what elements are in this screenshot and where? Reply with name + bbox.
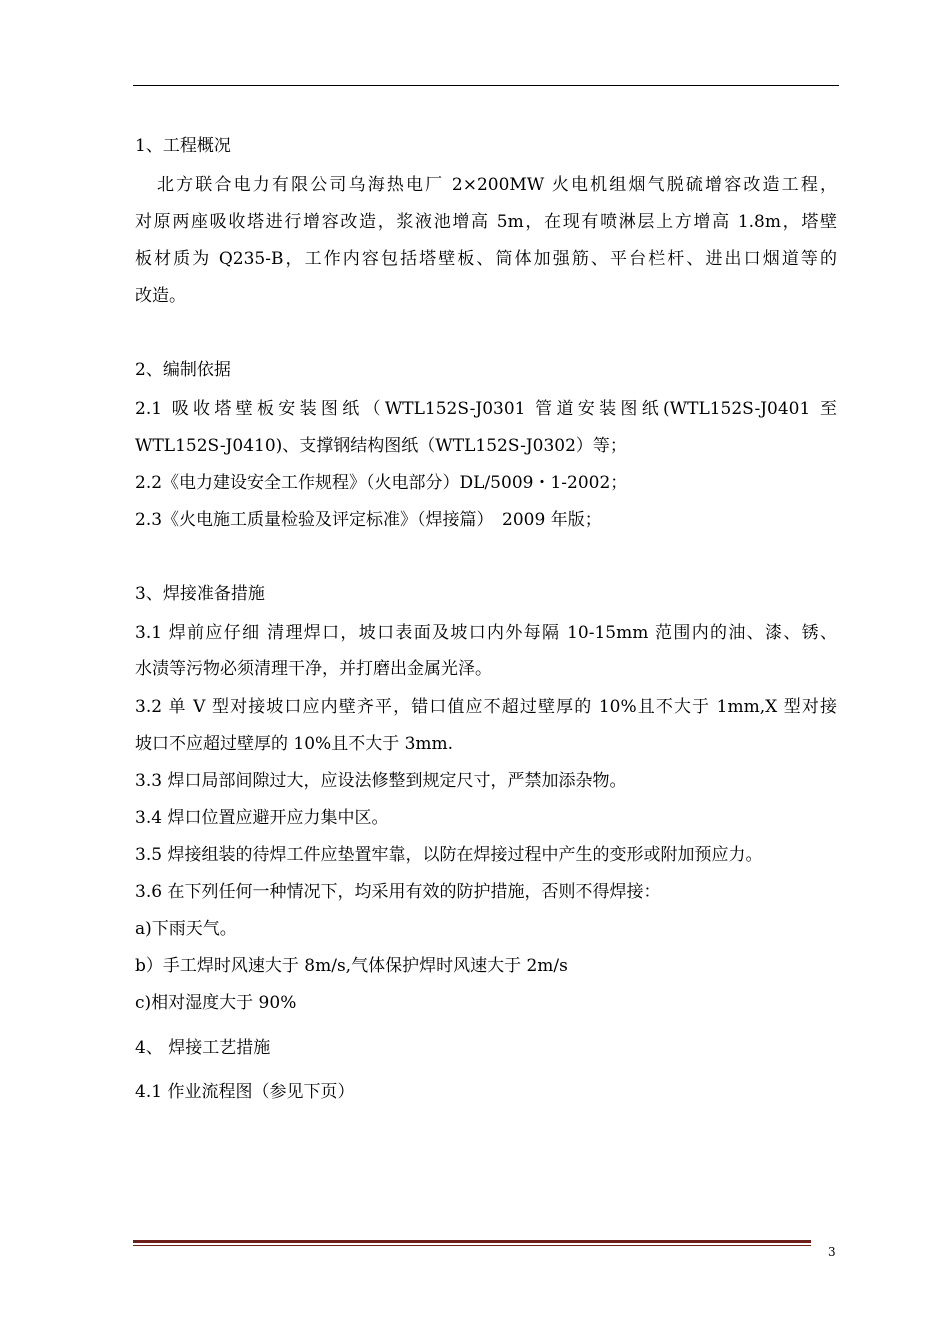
paragraph-line: 坡口不应超过壁厚的 10%且不大于 3mm.	[135, 734, 454, 754]
paragraph-line: 3.3 焊口局部间隙过大，应设法修整到规定尺寸，严禁加添杂物。	[135, 771, 627, 791]
paragraph-line: 2.3《火电施工质量检验及评定标准》（焊接篇） 2009 年版；	[135, 510, 602, 530]
paragraph-line: 北方联合电力有限公司乌海热电厂 2×200MW 火电机组烟气脱硫增容改造工程，	[157, 175, 837, 195]
paragraph-line: 3.2 单 V 型对接坡口应内壁齐平，错口值应不超过壁厚的 10%且不大于 1mm,X 型对接	[135, 697, 837, 717]
paragraph-line: 3.6 在下列任何一种情况下，均采用有效的防护措施，否则不得焊接：	[135, 882, 661, 902]
section-heading: 3、焊接准备措施	[135, 584, 265, 604]
paragraph-line: c)相对湿度大于 90%	[135, 993, 297, 1013]
paragraph-line: 2.2《电力建设安全工作规程》（火电部分）DL/5009・1-2002；	[135, 473, 628, 493]
page-number: 3	[828, 1245, 836, 1259]
paragraph-line: 3.1 焊前应仔细 清理焊口，坡口表面及坡口内外每隔 10-15mm 范围内的油、漆、锈、	[135, 623, 837, 643]
paragraph-line: 改造。	[135, 286, 186, 306]
paragraph-line: a)下雨天气。	[135, 919, 237, 939]
paragraph-line: 4.1 作业流程图（参见下页）	[135, 1082, 355, 1102]
paragraph-line: 对原两座吸收塔进行增容改造，浆液池增高 5m，在现有喷淋层上方增高 1.8m，塔壁	[135, 212, 837, 232]
paragraph-line: 2.1 吸收塔壁板安装图纸（WTL152S-J0301 管道安装图纸(WTL152S-J0401 至	[135, 399, 837, 419]
paragraph-line: 水渍等污物必须清理干净，并打磨出金属光泽。	[135, 659, 492, 679]
section-heading: 2、编制依据	[135, 360, 231, 380]
section-heading: 1、工程概况	[135, 136, 231, 156]
footer-rule	[133, 1240, 811, 1246]
paragraph-line: b）手工焊时风速大于 8m/s,气体保护焊时风速大于 2m/s	[135, 956, 568, 976]
paragraph-line: 板材质为 Q235-B，工作内容包括塔壁板、筒体加强筋、平台栏杆、进出口烟道等的	[135, 249, 837, 269]
section-heading: 4、 焊接工艺措施	[135, 1038, 271, 1058]
paragraph-line: 3.5 焊接组装的待焊工件应垫置牢靠，以防在焊接过程中产生的变形或附加预应力。	[135, 845, 763, 865]
paragraph-line: WTL152S-J0410)、支撑钢结构图纸（WTL152S-J0302）等；	[135, 436, 627, 456]
paragraph-line: 3.4 焊口位置应避开应力集中区。	[135, 808, 389, 828]
header-rule	[133, 85, 839, 86]
